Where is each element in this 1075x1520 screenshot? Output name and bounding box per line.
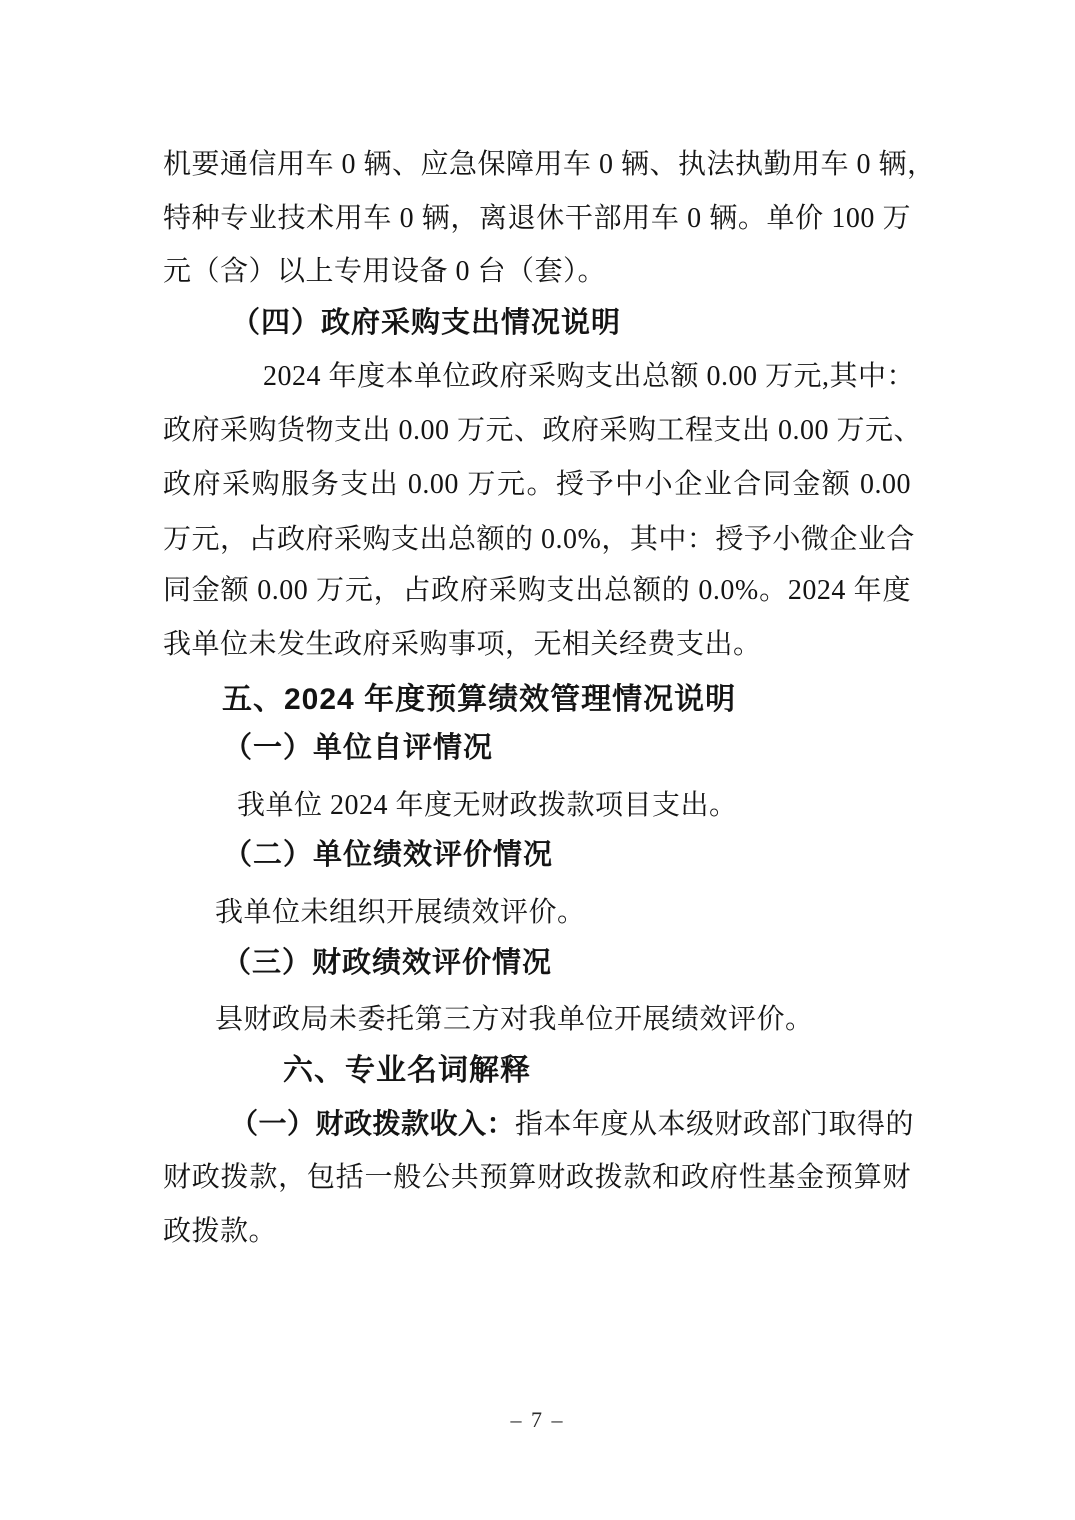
page-number: – 7 – [510, 1407, 565, 1432]
text-line: 政府采购服务支出 0.00 万元。授予中小企业合同金额 0.00 [163, 469, 911, 500]
text-line: 政拨款。 [163, 1216, 278, 1247]
subsection-heading: （一）单位自评情况 [223, 732, 494, 764]
text-line: 同金额 0.00 万元，占政府采购支出总额的 0.0%。2024 年度 [163, 575, 911, 606]
text-line: 元（含）以上专用设备 0 台（套）。 [163, 256, 607, 287]
text-line: 2024 年度本单位政府采购支出总额 0.00 万元,其中： [263, 361, 916, 392]
text-line: 县财政局未委托第三方对我单位开展绩效评价。 [215, 1004, 814, 1035]
text-line: 财政拨款，包括一般公共预算财政拨款和政府性基金预算财 [163, 1162, 911, 1193]
section-heading: 六、专业名词解释 [283, 1054, 531, 1087]
text-line: 我单位 2024 年度无财政拨款项目支出。 [237, 790, 738, 821]
document-content [163, 0, 936, 1520]
subsection-heading: （四）政府采购支出情况说明 [231, 307, 622, 339]
subsection-heading: （二）单位绩效评价情况 [223, 839, 554, 871]
text-line: 万元，占政府采购支出总额的 0.0%，其中：授予小微企业合 [163, 524, 915, 555]
term-label: （一）财政拨款收入： [230, 1109, 516, 1140]
text-line [163, 1098, 915, 1152]
text-line: 机要通信用车 0 辆、应急保障用车 0 辆、执法执勤用车 0 辆， [163, 149, 936, 180]
section-heading: 五、2024 年度预算绩效管理情况说明 [222, 683, 737, 716]
text-line: 特种专业技术用车 0 辆，离退休干部用车 0 辆。单价 100 万 [163, 203, 911, 234]
text-line: 政府采购货物支出 0.00 万元、政府采购工程支出 0.00 万元、 [163, 415, 923, 446]
text-line: 我单位未发生政府采购事项，无相关经费支出。 [163, 629, 762, 660]
text-line: 我单位未组织开展绩效评价。 [215, 897, 586, 928]
subsection-heading: （三）财政绩效评价情况 [222, 947, 553, 979]
term-definition: 指本年度从本级财政部门取得的 [515, 1109, 915, 1140]
